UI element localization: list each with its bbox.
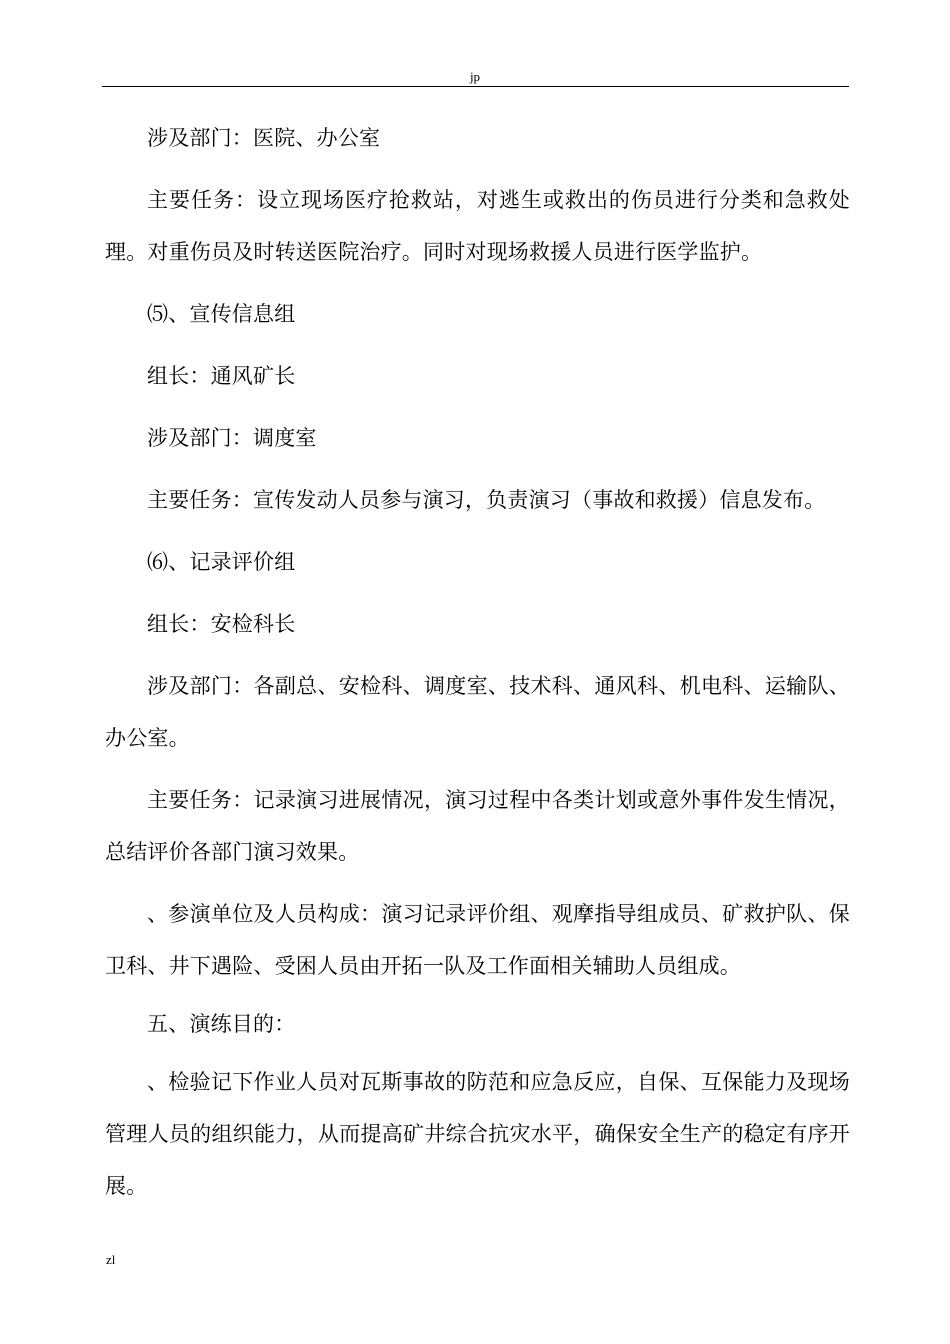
paragraph-task-evaluation: 主要任务：记录演习进展情况，演习过程中各类计划或意外事件发生情况，总结评价各部门演习效果。 xyxy=(105,788,850,864)
paragraph-task-publicity: 主要任务：宣传发动人员参与演习，负责演习（事故和救援）信息发布。 xyxy=(147,488,826,512)
paragraph-heading-publicity-group: ⑸、宣传信息组 xyxy=(147,302,296,326)
paragraph-dept-dispatch: 涉及部门：调度室 xyxy=(147,426,317,450)
page-header: jp xyxy=(469,69,481,84)
paragraph-leader-safety: 组长：安检科长 xyxy=(147,612,296,636)
page-footer: zl xyxy=(106,1252,116,1267)
paragraph-drill-purpose: 、检验记下作业人员对瓦斯事故的防范和应急反应，自保、互保能力及现场管理人员的组织能力，从而提高矿井综合抗灾水平，确保安全生产的稳定有序开展。 xyxy=(105,1070,850,1198)
document-body xyxy=(105,112,850,1222)
paragraph-dept-evaluation: 涉及部门：各副总、安检科、调度室、技术科、通风科、机电科、运输队、办公室。 xyxy=(105,674,850,750)
paragraph-dept-hospital: 涉及部门：医院、办公室 xyxy=(147,126,381,150)
header-rule xyxy=(102,86,849,87)
paragraph-heading-drill-purpose: 五、演练目的： xyxy=(147,1012,296,1036)
paragraph-leader-ventilation: 组长：通风矿长 xyxy=(147,364,296,388)
paragraph-participants: 、参演单位及人员构成：演习记录评价组、观摩指导组成员、矿救护队、保卫科、井下遇险、受困人员由开拓一队及工作面相关辅助人员组成。 xyxy=(105,902,850,978)
paragraph-task-medical: 主要任务：设立现场医疗抢救站，对逃生或救出的伤员进行分类和急救处理。对重伤员及时转送医院治疗。同时对现场救援人员进行医学监护。 xyxy=(105,188,850,264)
paragraph-heading-evaluation-group: ⑹、记录评价组 xyxy=(147,550,296,574)
